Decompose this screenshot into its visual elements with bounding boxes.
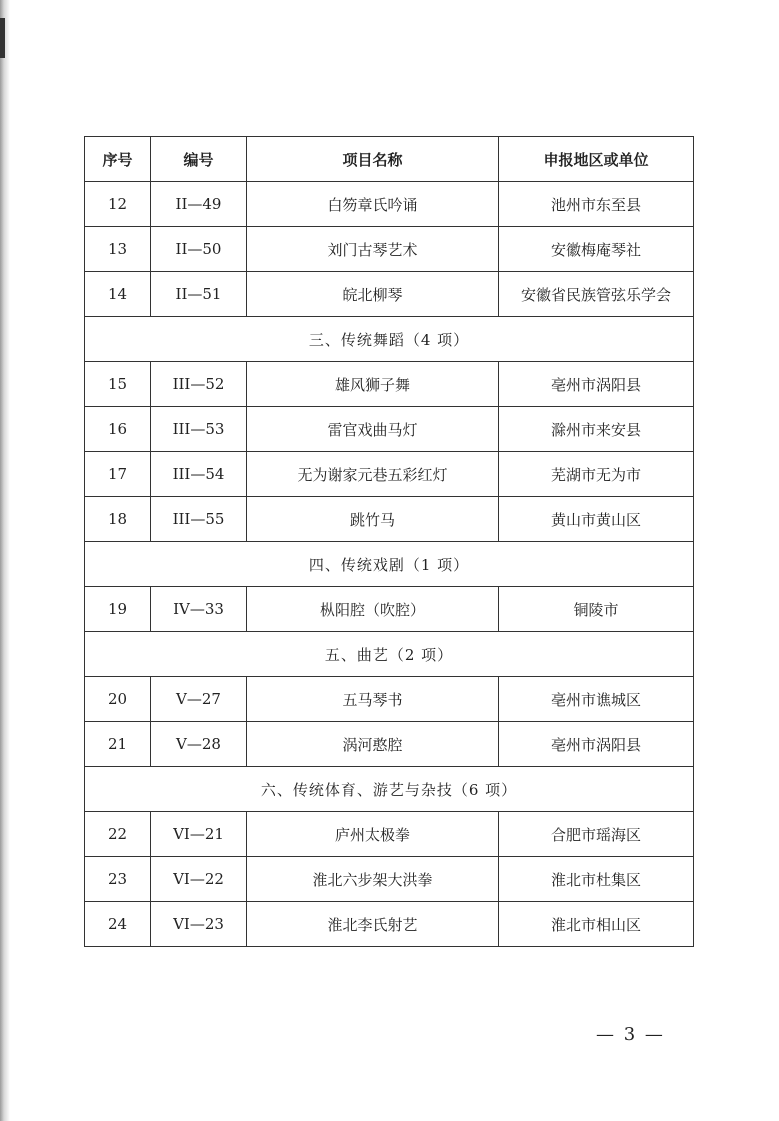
section-title: 五、曲艺（2 项） (85, 632, 694, 677)
cell-region: 铜陵市 (499, 587, 694, 632)
cell-code: V—28 (151, 722, 247, 767)
cell-code: III—53 (151, 407, 247, 452)
cell-name: 枞阳腔（吹腔） (247, 587, 499, 632)
cell-region: 滁州市来安县 (499, 407, 694, 452)
cell-code: III—55 (151, 497, 247, 542)
table-row (85, 272, 694, 317)
header-seq: 序号 (85, 137, 151, 182)
table-row (85, 407, 694, 452)
cell-name: 白笏章氏吟诵 (247, 182, 499, 227)
cell-name: 庐州太极拳 (247, 812, 499, 857)
table-body (85, 182, 694, 947)
cell-name: 涡河憨腔 (247, 722, 499, 767)
cell-name: 刘门古琴艺术 (247, 227, 499, 272)
table-row (85, 857, 694, 902)
cell-seq: 15 (85, 362, 151, 407)
cell-code: II—49 (151, 182, 247, 227)
section-row (85, 767, 694, 812)
cell-region: 亳州市谯城区 (499, 677, 694, 722)
scan-edge-mark (0, 18, 5, 58)
section-title: 三、传统舞蹈（4 项） (85, 317, 694, 362)
table-row (85, 677, 694, 722)
header-name: 项目名称 (247, 137, 499, 182)
cell-code: VI—21 (151, 812, 247, 857)
section-row (85, 632, 694, 677)
cell-region: 芜湖市无为市 (499, 452, 694, 497)
cell-name: 雄风狮子舞 (247, 362, 499, 407)
section-row (85, 542, 694, 587)
cell-region: 亳州市涡阳县 (499, 722, 694, 767)
cell-seq: 14 (85, 272, 151, 317)
cell-region: 淮北市杜集区 (499, 857, 694, 902)
cell-seq: 20 (85, 677, 151, 722)
cell-seq: 12 (85, 182, 151, 227)
section-title: 四、传统戏剧（1 项） (85, 542, 694, 587)
table-row (85, 902, 694, 947)
cell-seq: 16 (85, 407, 151, 452)
cell-region: 安徽省民族管弦乐学会 (499, 272, 694, 317)
header-code: 编号 (151, 137, 247, 182)
cell-region: 合肥市瑶海区 (499, 812, 694, 857)
cell-seq: 18 (85, 497, 151, 542)
table-header-row (85, 137, 694, 182)
cell-name: 淮北六步架大洪拳 (247, 857, 499, 902)
cell-seq: 24 (85, 902, 151, 947)
page-number: — 3 — (596, 1024, 665, 1045)
cell-code: II—50 (151, 227, 247, 272)
table-row (85, 227, 694, 272)
cell-name: 淮北李氏射艺 (247, 902, 499, 947)
table-row (85, 362, 694, 407)
cell-code: VI—22 (151, 857, 247, 902)
cell-seq: 21 (85, 722, 151, 767)
table-row (85, 497, 694, 542)
section-title: 六、传统体育、游艺与杂技（6 项） (85, 767, 694, 812)
table-row (85, 812, 694, 857)
table-row (85, 587, 694, 632)
cell-seq: 19 (85, 587, 151, 632)
heritage-list-table (84, 136, 694, 947)
table-row (85, 452, 694, 497)
cell-name: 雷官戏曲马灯 (247, 407, 499, 452)
cell-seq: 23 (85, 857, 151, 902)
cell-code: II—51 (151, 272, 247, 317)
cell-seq: 17 (85, 452, 151, 497)
cell-code: III—54 (151, 452, 247, 497)
table-row (85, 182, 694, 227)
cell-region: 淮北市相山区 (499, 902, 694, 947)
cell-name: 跳竹马 (247, 497, 499, 542)
cell-region: 亳州市涡阳县 (499, 362, 694, 407)
cell-name: 皖北柳琴 (247, 272, 499, 317)
cell-region: 安徽梅庵琴社 (499, 227, 694, 272)
table-row (85, 722, 694, 767)
cell-region: 池州市东至县 (499, 182, 694, 227)
cell-seq: 13 (85, 227, 151, 272)
cell-code: IV—33 (151, 587, 247, 632)
cell-code: V—27 (151, 677, 247, 722)
scan-edge-shadow (0, 0, 10, 1121)
cell-code: III—52 (151, 362, 247, 407)
cell-region: 黄山市黄山区 (499, 497, 694, 542)
cell-name: 五马琴书 (247, 677, 499, 722)
header-region: 申报地区或单位 (499, 137, 694, 182)
cell-name: 无为谢家元巷五彩红灯 (247, 452, 499, 497)
cell-code: VI—23 (151, 902, 247, 947)
cell-seq: 22 (85, 812, 151, 857)
section-row (85, 317, 694, 362)
